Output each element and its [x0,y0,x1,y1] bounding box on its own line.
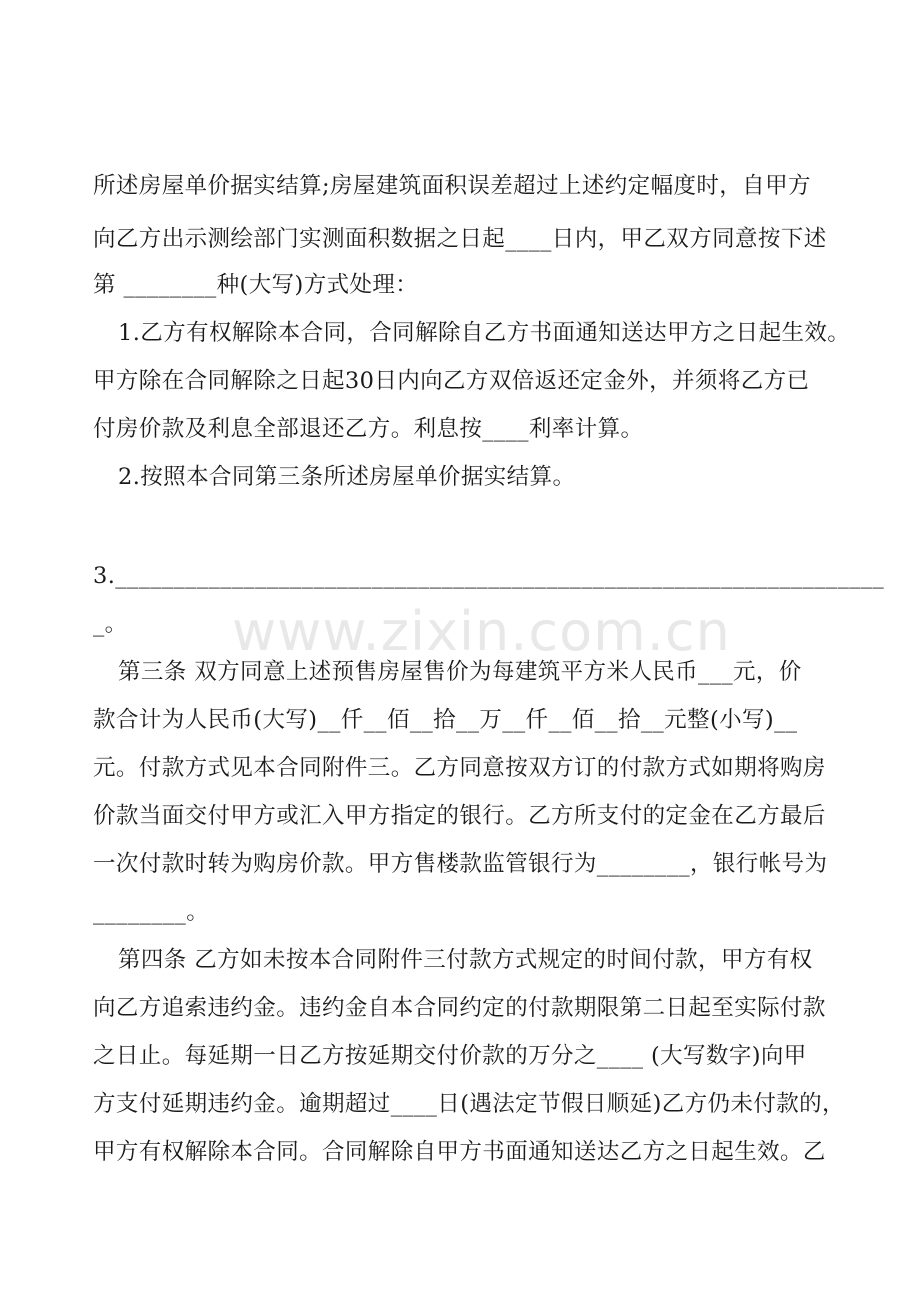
text-line-12: 元。付款方式见本合同附件三。乙方同意按双方订的付款方式如期将购房 [93,755,826,781]
text-line-6: 付房价款及利息全部退还乙方。利息按____利率计算。 [93,416,644,442]
clause-option-1: 1.乙方有权解除本合同，合同解除自乙方书面通知送达甲方之日起生效。 [118,320,851,346]
article-3-heading-line: 第三条 双方同意上述预售房屋售价为每建筑平方米人民币___元，价 [118,659,802,685]
text-line-11: 款合计为人民币(大写)__仟__佰__拾__万__仟__佰__拾__元整(小写)__ [93,707,798,733]
text-line-2: 向乙方出示测绘部门实测面积数据之日起____日内，甲乙双方同意按下述 [93,226,827,252]
text-line-15: ________。 [93,899,210,925]
text-line-13: 价款当面交付甲方或汇入甲方指定的银行。乙方所支付的定金在乙方最后 [93,803,826,829]
text-line-9: _。 [93,611,128,637]
watermark: www.zixin.com.cn [232,600,731,663]
text-line-20: 甲方有权解除本合同。合同解除自甲方书面通知送达乙方之日起生效。乙 [93,1139,826,1165]
text-line-17: 向乙方追索违约金。违约金自本合同约定的付款期限第二日起至实际付款 [93,995,826,1021]
clause-option-3: 3.__________________________________________________________________ [93,563,885,589]
text-line-19: 方支付延期违约金。逾期超过____日(遇法定节假日顺延)乙方仍未付款的， [93,1091,845,1117]
text-line-1: 所述房屋单价据实结算;房屋建筑面积误差超过上述约定幅度时，自甲方 [93,173,811,199]
article-4-heading-line: 第四条 乙方如未按本合同附件三付款方式规定的时间付款，甲方有权 [118,947,813,973]
text-line-3: 第 ________种(大写)方式处理： [93,272,419,298]
text-line-5: 甲方除在合同解除之日起30日内向乙方双倍返还定金外，并须将乙方已 [93,368,810,394]
clause-option-2: 2.按照本合同第三条所述房屋单价据实结算。 [118,464,576,490]
text-line-18: 之日止。每延期一日乙方按延期交付价款的万分之____ (大写数字)向甲 [93,1043,807,1069]
text-line-14: 一次付款时转为购房价款。甲方售楼款监管银行为________，银行帐号为 [93,851,828,877]
